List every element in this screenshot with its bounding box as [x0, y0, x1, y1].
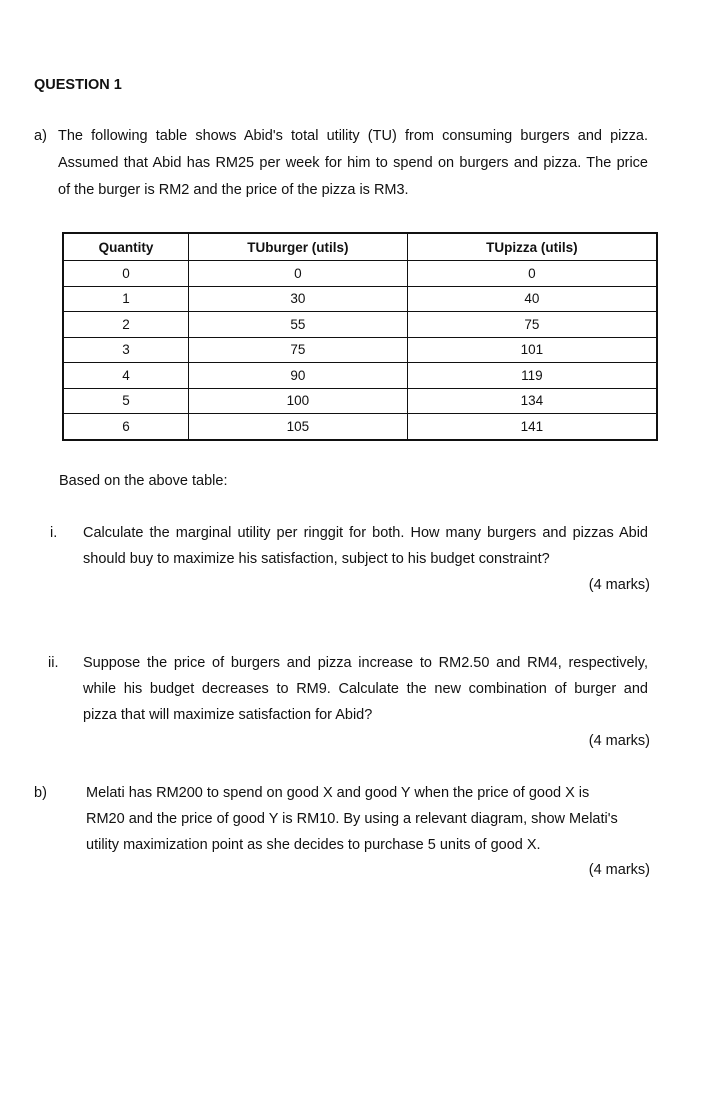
table-cell-tu-pizza: 40 [407, 286, 657, 312]
table-row [63, 312, 657, 338]
table-cell-tu-pizza: 141 [407, 414, 657, 440]
table-cell-quantity: 2 [63, 312, 189, 338]
utility-table [62, 232, 658, 441]
sub-i-label: i. [50, 525, 58, 541]
table-cell-tu-pizza: 101 [407, 337, 657, 363]
table-row [63, 363, 657, 389]
table-cell-tu-burger: 100 [189, 388, 408, 414]
table-cell-quantity: 1 [63, 286, 189, 312]
table-cell-quantity: 0 [63, 261, 189, 287]
table-cell-quantity: 6 [63, 414, 189, 440]
table-cell-quantity: 4 [63, 363, 189, 389]
table-row [63, 388, 657, 414]
sub-i-line-1: Calculate the marginal utility per ringgit for both. How many burgers and pizzas Abid [83, 525, 648, 541]
table-header-row [63, 233, 657, 261]
table-row [63, 286, 657, 312]
part-a-label: a) [34, 128, 47, 144]
sub-ii-line-3: pizza that will maximize satisfaction for Abid? [83, 707, 373, 723]
part-a-intro-line-3: of the burger is RM2 and the price of the pizza is RM3. [58, 182, 409, 198]
part-b-marks: (4 marks) [588, 862, 650, 878]
part-b-line-2: RM20 and the price of good Y is RM10. By using a relevant diagram, show Melati's [86, 811, 618, 827]
table-cell-tu-burger: 75 [189, 337, 408, 363]
table-cell-tu-pizza: 75 [407, 312, 657, 338]
table-cell-quantity: 3 [63, 337, 189, 363]
sub-i-line-2: should buy to maximize his satisfaction, subject to his budget constraint? [83, 551, 550, 567]
table-cell-tu-burger: 55 [189, 312, 408, 338]
sub-ii-line-2: while his budget decreases to RM9. Calculate the new combination of burger and [83, 681, 648, 697]
based-on-text: Based on the above table: [59, 473, 228, 489]
part-a-intro-line-1: The following table shows Abid's total utility (TU) from consuming burgers and pizza. [58, 128, 648, 144]
table-cell-tu-burger: 0 [189, 261, 408, 287]
table-cell-tu-burger: 105 [189, 414, 408, 440]
table-row [63, 414, 657, 440]
sub-ii-label: ii. [48, 655, 59, 671]
table-cell-tu-pizza: 134 [407, 388, 657, 414]
sub-ii-marks: (4 marks) [588, 733, 650, 749]
table-row [63, 337, 657, 363]
table-cell-tu-pizza: 119 [407, 363, 657, 389]
table-cell-quantity: 5 [63, 388, 189, 414]
question-title: QUESTION 1 [34, 77, 122, 93]
table-cell-tu-pizza: 0 [407, 261, 657, 287]
table-row [63, 261, 657, 287]
sub-ii-line-1: Suppose the price of burgers and pizza increase to RM2.50 and RM4, respectively, [83, 655, 648, 671]
table-cell-tu-burger: 90 [189, 363, 408, 389]
part-b-line-1: Melati has RM200 to spend on good X and good Y when the price of good X is [86, 785, 590, 801]
table-header-quantity: Quantity [63, 233, 189, 261]
table-header-tu-pizza: TUpizza (utils) [407, 233, 657, 261]
part-a-intro-line-2: Assumed that Abid has RM25 per week for him to spend on burgers and pizza. The price [58, 155, 648, 171]
table-cell-tu-burger: 30 [189, 286, 408, 312]
part-b-label: b) [34, 785, 47, 801]
table-header-tu-burger: TUburger (utils) [189, 233, 408, 261]
sub-i-marks: (4 marks) [588, 577, 650, 593]
part-b-line-3: utility maximization point as she decides to purchase 5 units of good X. [86, 837, 541, 853]
